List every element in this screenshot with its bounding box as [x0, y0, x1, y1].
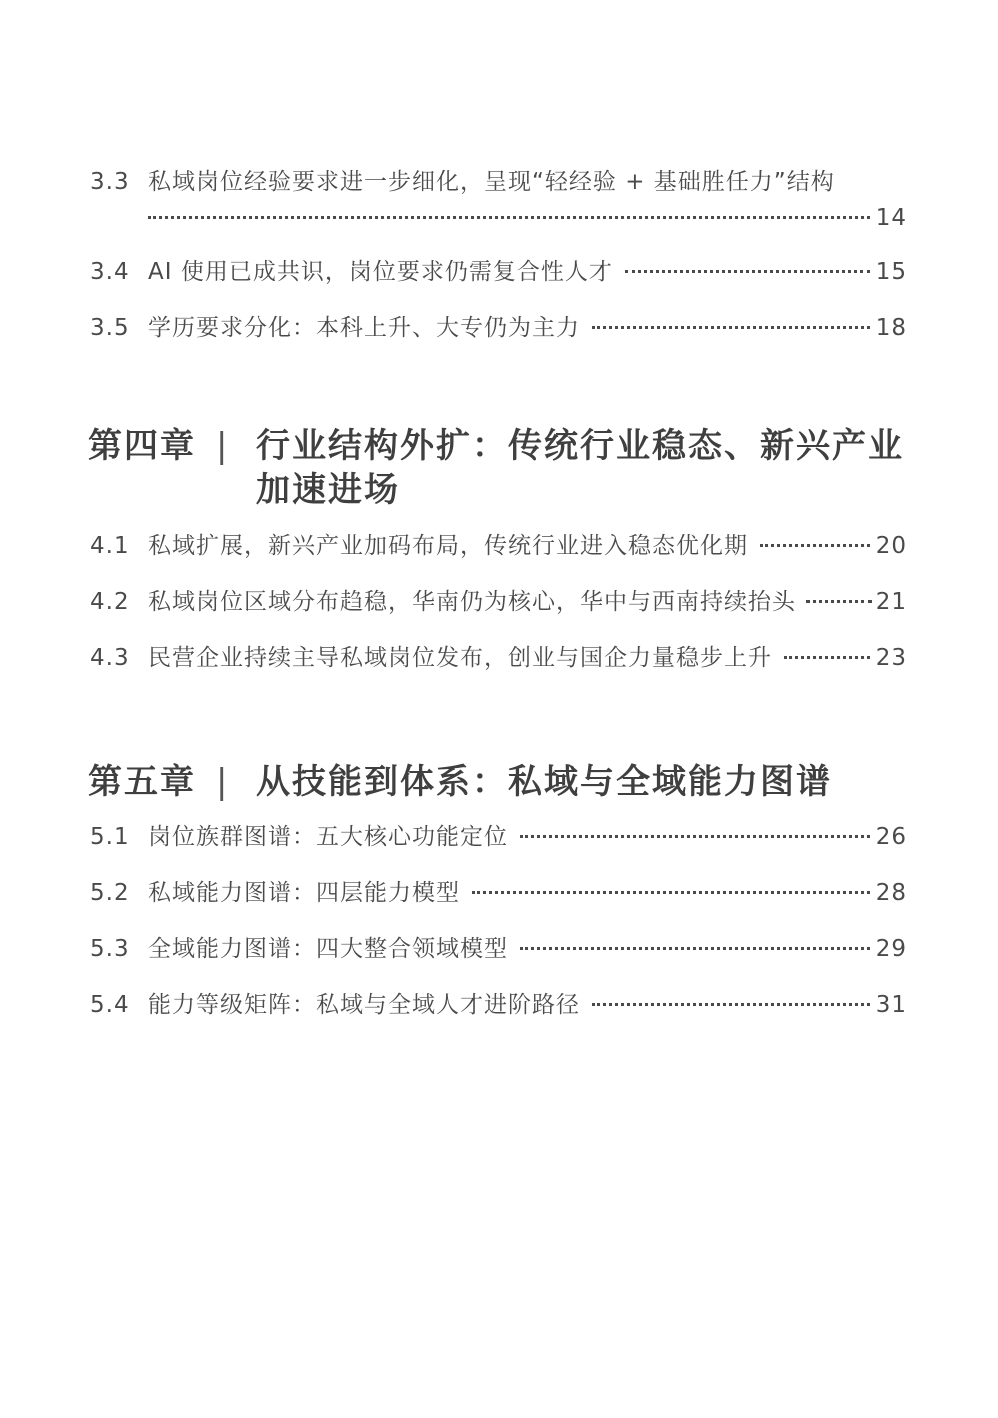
toc-entry-3-4[interactable]	[90, 252, 907, 292]
toc-entry-number: 4.3	[90, 645, 130, 671]
toc-entry-number: 5.3	[90, 936, 130, 962]
chapter-separator: |	[216, 426, 230, 466]
toc-entry-page: 15	[875, 259, 907, 285]
toc-entry-number: 5.1	[90, 824, 130, 850]
toc-entry-number: 3.4	[90, 259, 130, 285]
chapter-heading-4[interactable]	[88, 424, 918, 514]
toc-entry-page: 21	[875, 589, 907, 615]
toc-entry-5-2[interactable]	[90, 873, 907, 913]
toc-entry-4-2[interactable]	[90, 582, 907, 622]
chapter-heading-5[interactable]	[88, 760, 918, 806]
chapter-title: 从技能到体系：私域与全域能力图谱	[256, 762, 832, 802]
toc-entry-4-3[interactable]	[90, 638, 907, 678]
chapter-number: 第四章	[88, 426, 196, 466]
toc-entry-3-5[interactable]	[90, 308, 907, 348]
toc-entry-page: 23	[875, 645, 907, 671]
toc-dot-leader	[520, 835, 870, 838]
toc-entry-title: 能力等级矩阵：私域与全域人才进阶路径	[148, 992, 580, 1018]
toc-entry-4-1[interactable]	[90, 526, 907, 566]
toc-entry-title: AI 使用已成共识，岗位要求仍需复合性人才	[148, 259, 613, 285]
toc-dot-leader	[760, 544, 870, 547]
toc-entry-5-3[interactable]	[90, 929, 907, 969]
toc-dot-leader	[520, 947, 870, 950]
toc-entry-page: 20	[875, 533, 907, 559]
toc-entry-number: 4.2	[90, 589, 130, 615]
toc-dot-leader	[148, 216, 870, 219]
toc-entry-number: 3.5	[90, 315, 130, 341]
toc-entry-5-4[interactable]	[90, 985, 907, 1025]
toc-dot-leader	[592, 326, 870, 329]
toc-entry-title: 私域岗位经验要求进一步细化，呈现“轻经验 + 基础胜任力”结构	[148, 169, 835, 195]
toc-dot-leader	[625, 270, 870, 273]
toc-dot-leader	[472, 891, 870, 894]
toc-entry-title: 私域能力图谱：四层能力模型	[148, 880, 460, 906]
toc-entry-page: 26	[875, 824, 907, 850]
toc-entry-title: 私域扩展，新兴产业加码布局，传统行业进入稳态优化期	[148, 533, 748, 559]
toc-dot-leader	[784, 656, 870, 659]
toc-entry-number: 4.1	[90, 533, 130, 559]
toc-entry-page: 31	[875, 992, 907, 1018]
toc-entry-page: 18	[875, 315, 907, 341]
chapter-separator: |	[216, 762, 230, 802]
toc-entry-title: 民营企业持续主导私域岗位发布，创业与国企力量稳步上升	[148, 645, 772, 671]
toc-entry-title: 岗位族群图谱：五大核心功能定位	[148, 824, 508, 850]
chapter-title: 行业结构外扩：传统行业稳态、新兴产业加速进场	[256, 426, 904, 510]
toc-entry-page: 29	[875, 936, 907, 962]
chapter-number: 第五章	[88, 762, 196, 802]
toc-entry-3-3[interactable]	[90, 162, 907, 242]
toc-dot-leader	[806, 600, 872, 603]
toc-entry-page: 14	[875, 205, 907, 231]
toc-entry-title: 私域岗位区域分布趋稳，华南仍为核心，华中与西南持续抬头	[148, 589, 796, 615]
toc-entry-page: 28	[875, 880, 907, 906]
toc-dot-leader	[592, 1003, 870, 1006]
toc-entry-number: 5.2	[90, 880, 130, 906]
toc-entry-title: 全域能力图谱：四大整合领域模型	[148, 936, 508, 962]
toc-entry-number: 5.4	[90, 992, 130, 1018]
toc-entry-number: 3.3	[90, 169, 130, 195]
toc-entry-title: 学历要求分化：本科上升、大专仍为主力	[148, 315, 580, 341]
toc-entry-5-1[interactable]	[90, 817, 907, 857]
